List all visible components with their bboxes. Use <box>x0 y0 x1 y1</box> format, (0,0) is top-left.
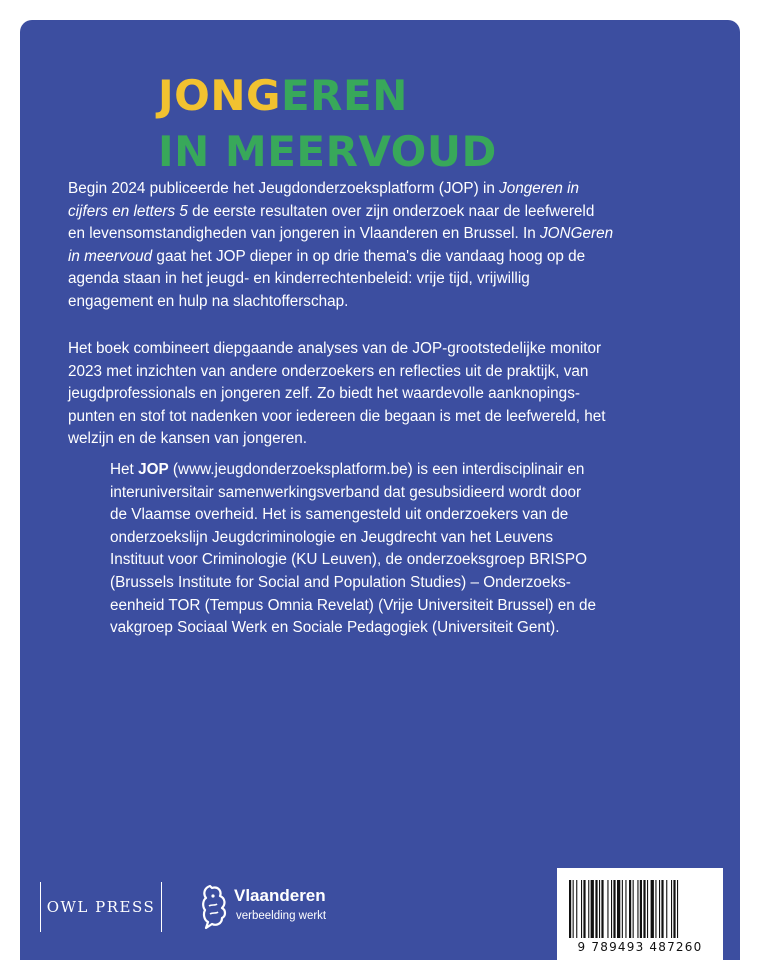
p3-line: (Brussels Institute for Social and Population Studies) – Onderzoeks- <box>110 573 571 591</box>
isbn-barcode <box>557 868 723 960</box>
sponsor-tagline: verbeelding werkt <box>236 910 327 922</box>
p1-text: gaat het JOP dieper in op drie thema's die vandaag hoog op de <box>152 247 586 265</box>
p2-line: Het boek combineert diepgaande analyses van de JOP-grootstedelijke monitor <box>68 340 602 357</box>
p1-italic: Jongeren in <box>499 180 580 197</box>
p1-text: engagement en hulp na slachtofferschap. <box>68 292 349 310</box>
p3-line: onderzoekslijn Jeugdcriminologie en Jeugdrecht van het Leuvens <box>110 528 554 546</box>
isbn-number: 9 789493 487260 <box>577 940 703 954</box>
title-line-1 <box>158 68 497 124</box>
p1-italic: in meervoud <box>68 247 153 265</box>
vlaanderen-logo <box>200 878 350 934</box>
p1-italic: JONGeren <box>539 225 614 243</box>
p1-italic: cijfers en letters 5 <box>68 202 188 220</box>
p2-line: 2023 met inzichten van andere onderzoekers en reflecties uit de praktijk, van <box>68 362 589 380</box>
p2-line: welzijn en de kansen van jongeren. <box>68 430 307 448</box>
p2-line: punten en stof tot nadenken voor iedereen die begaan is met de leefwereld, het <box>68 407 606 425</box>
p3-text: Het <box>110 461 139 478</box>
title-eren: EREN <box>280 71 408 120</box>
publisher-name: OWL PRESS <box>46 898 156 916</box>
p3-text: (www.jeugdonderzoeksplatform.be) is een interdisciplinair en <box>168 461 585 478</box>
p1-text: agenda staan in het jeugd- en kinderrechtenbeleid: vrije tijd, vrijwillig <box>68 270 530 288</box>
sponsor-name: Vlaanderen <box>234 886 326 905</box>
p2-line: jeugdprofessionals en jongeren zelf. Zo biedt het waardevolle aanknopings- <box>68 385 580 403</box>
p1-text: en levensomstandigheden van jongeren in Vlaanderen en Brussel. In <box>68 225 540 243</box>
p3-line: vakgroep Sociaal Werk en Sociale Pedagogiek (Universiteit Gent). <box>110 619 560 637</box>
flemish-lion-icon <box>200 882 228 930</box>
owl-press-logo <box>40 882 162 932</box>
title-jong: JONG <box>158 71 281 120</box>
summary-paragraph <box>68 338 688 451</box>
p1-text: de eerste resultaten over zijn onderzoek naar de leefwereld <box>187 202 595 220</box>
p3-bold-jop: JOP <box>138 461 169 478</box>
p3-line: eenheid TOR (Tempus Omnia Revelat) (Vrije Universiteit Brussel) en de <box>110 596 597 614</box>
p1-text: Begin 2024 publiceerde het Jeugdonderzoeksplatform (JOP) in <box>68 180 500 197</box>
p3-line: Instituut voor Criminologie (KU Leuven), de onderzoeksgroep BRISPO <box>110 551 587 569</box>
intro-paragraph <box>68 178 688 314</box>
barcode-bars <box>569 880 711 938</box>
back-cover <box>20 20 740 960</box>
jop-paragraph <box>110 459 700 640</box>
title-line-2: IN MEERVOUD <box>158 127 497 176</box>
p3-line: de Vlaamse overheid. Het is samengesteld uit onderzoekers van de <box>110 506 569 524</box>
p3-line: interuniversitair samenwerkingsverband dat gesubsidieerd wordt door <box>110 483 582 501</box>
book-title <box>158 68 497 180</box>
